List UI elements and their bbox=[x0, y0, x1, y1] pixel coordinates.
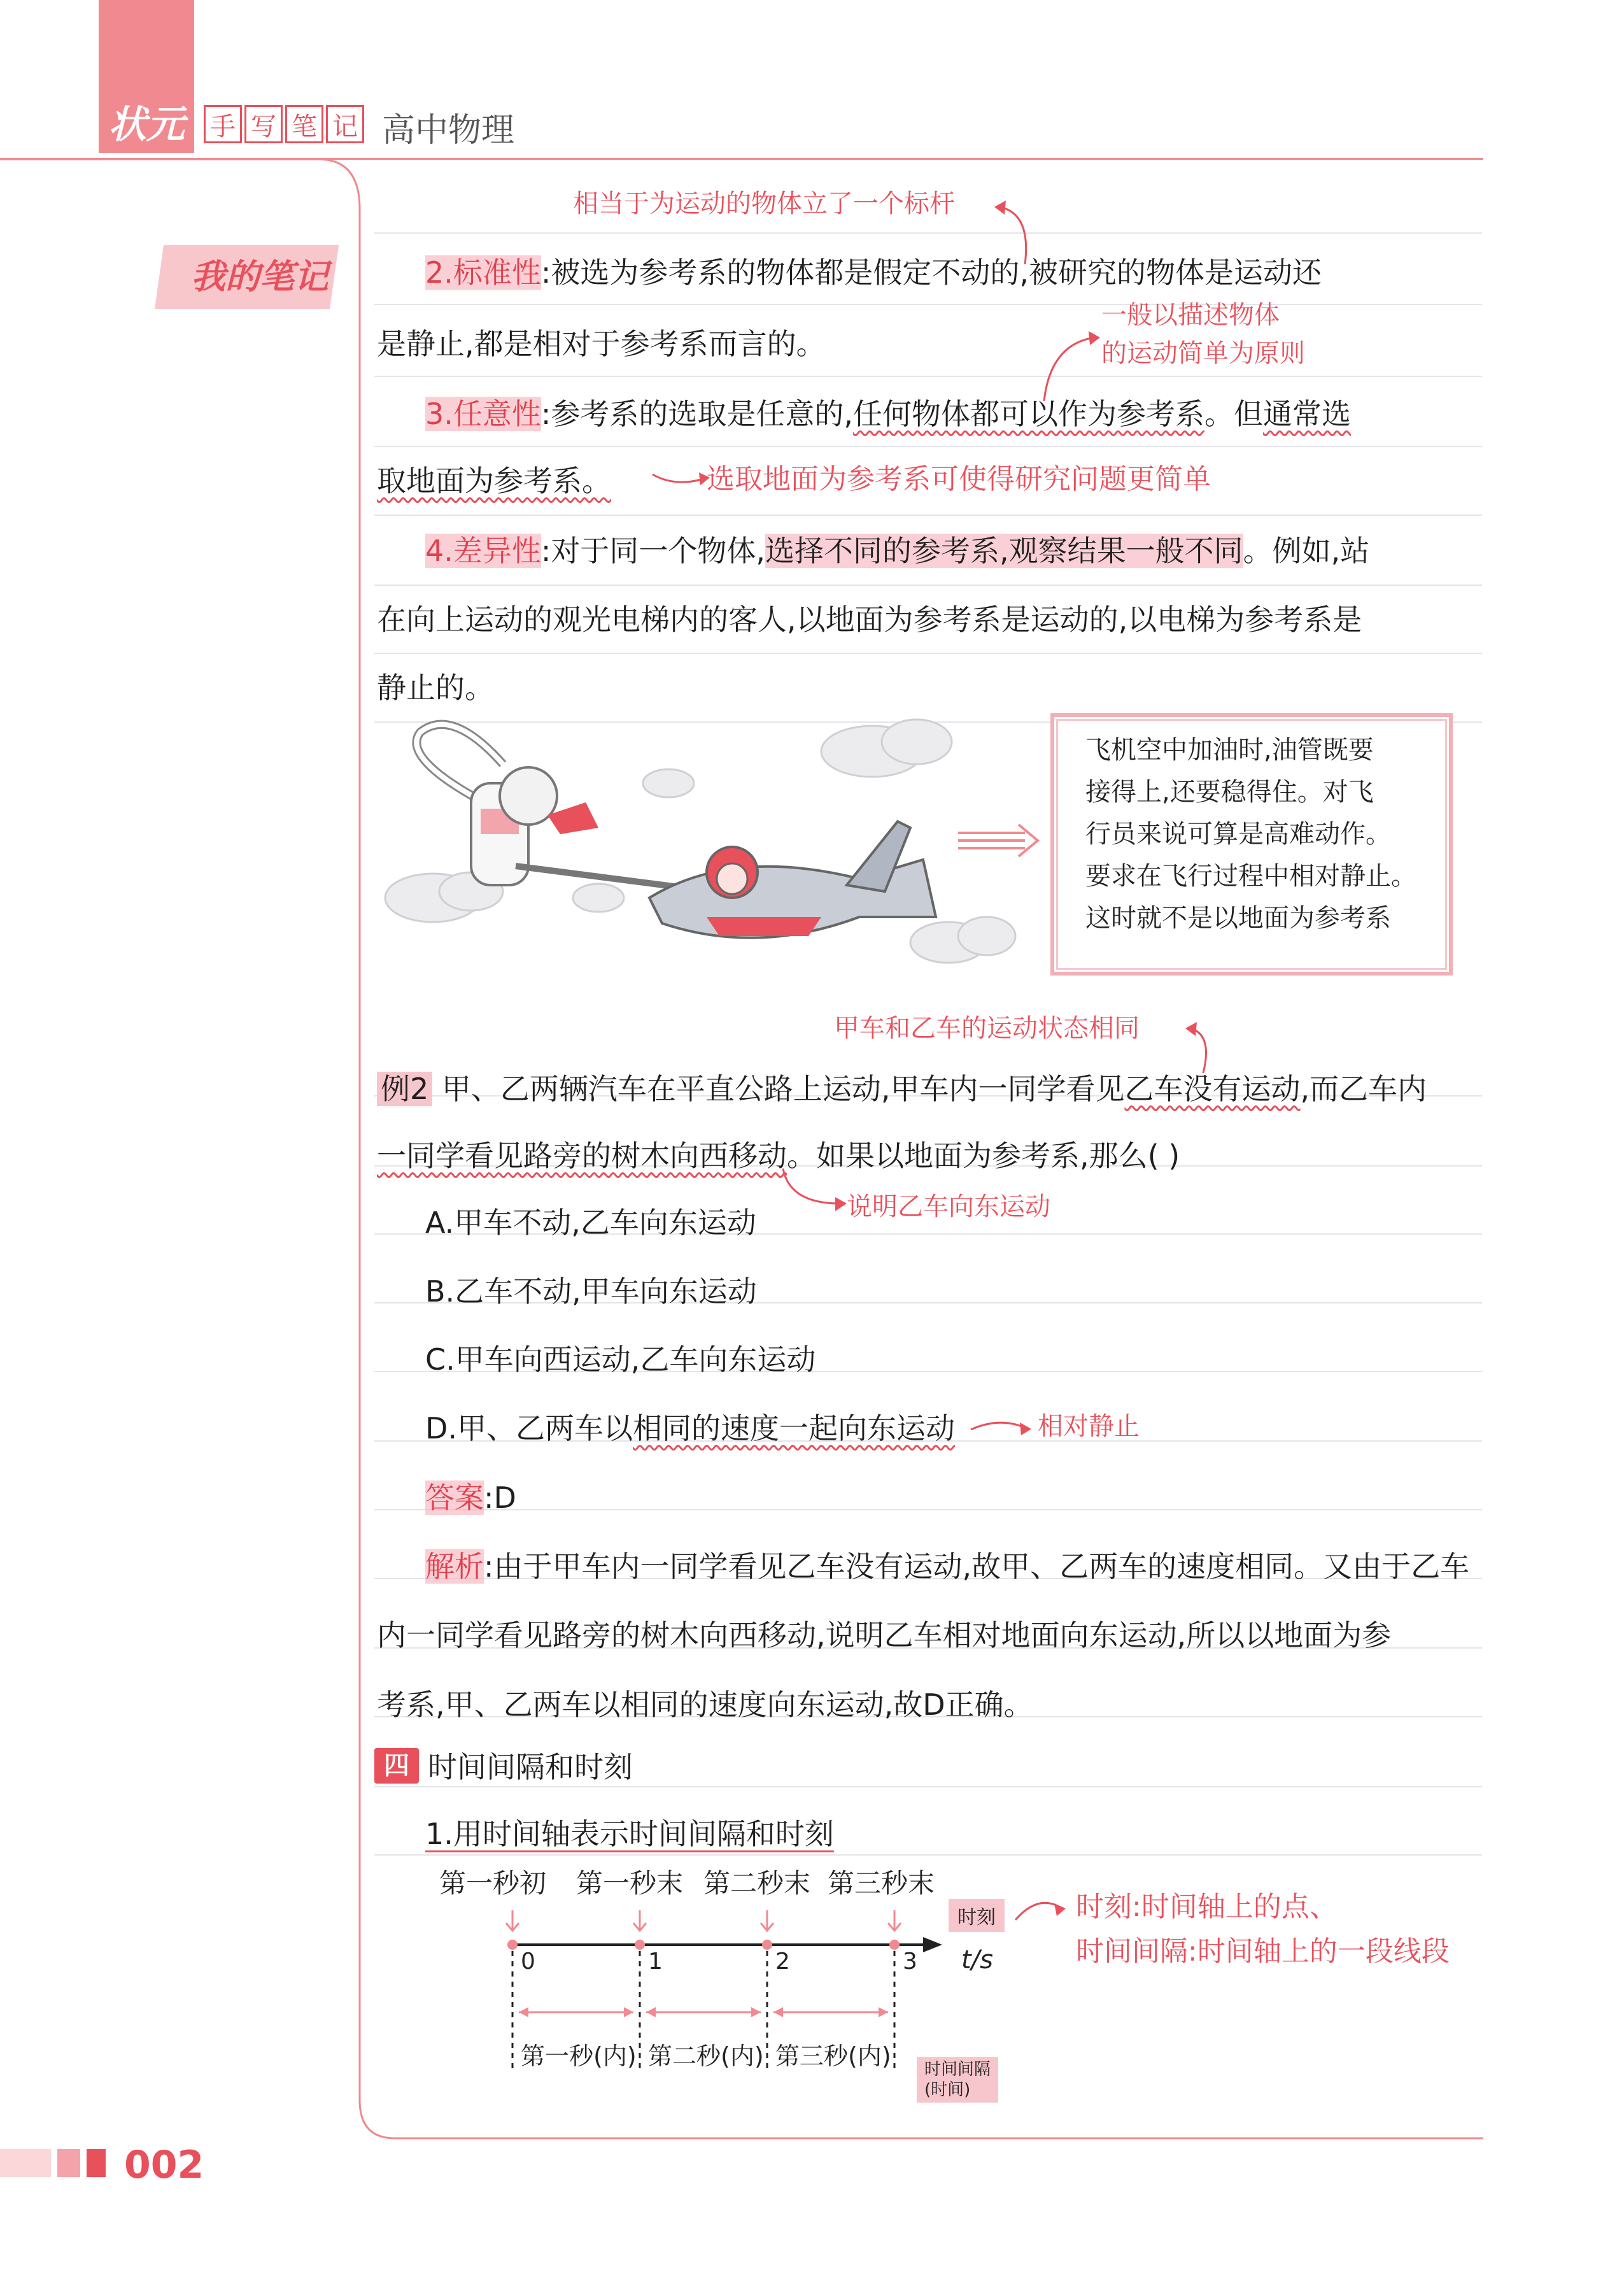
interval-tag bbox=[917, 2057, 998, 2103]
item3-line2 bbox=[377, 462, 611, 500]
item3-text-c: 。但 bbox=[1204, 397, 1264, 431]
item2-label: 2.标准性 bbox=[425, 255, 541, 290]
section-title: 时间间隔和时刻 bbox=[428, 1750, 633, 1784]
header-series-boxes bbox=[204, 105, 364, 143]
section-subtitle bbox=[425, 1815, 834, 1853]
item3-text-e: 取地面为参考系。 bbox=[377, 464, 611, 498]
callout-line: 行员来说可算是高难动作。 bbox=[1085, 820, 1391, 849]
callout-line: 这时就不是以地面为参考系 bbox=[1085, 904, 1391, 933]
rule-line bbox=[374, 376, 1482, 377]
series-char-box: 手 bbox=[204, 105, 242, 143]
note-simple-1: 一般以描述物体 bbox=[1101, 301, 1280, 330]
interval-tag-line2: (时间) bbox=[924, 2080, 971, 2099]
arrow-relative-rest bbox=[968, 1414, 1038, 1439]
rule-line bbox=[374, 1786, 1482, 1787]
series-char-box: 写 bbox=[244, 105, 283, 143]
interval-label: 第一秒(内) bbox=[521, 2042, 637, 2070]
footer-bar bbox=[87, 2149, 106, 2177]
callout-line: 接得上,还要稳得住。对飞 bbox=[1085, 777, 1374, 807]
callout-line: 飞机空中加油时,油管既要 bbox=[1085, 735, 1374, 765]
item3-text-d: 通常选 bbox=[1263, 397, 1352, 431]
analysis-label: 解析 bbox=[425, 1549, 484, 1584]
arrow-moment-def bbox=[1012, 1894, 1070, 1933]
item4-label: 4.差异性 bbox=[425, 534, 541, 568]
example-label: 例2 bbox=[377, 1072, 432, 1106]
note-simple-2: 的运动简单为原则 bbox=[1101, 339, 1305, 368]
option-c: C.甲车向西运动,乙车向东运动 bbox=[425, 1342, 816, 1377]
rule-line bbox=[374, 1509, 1482, 1510]
item2-text: :被选为参考系的物体都是假定不动的,被研究的物体是运动还 bbox=[540, 255, 1322, 290]
item3-text-b: 任何物体都可以作为参考系 bbox=[853, 397, 1205, 431]
option-d bbox=[425, 1409, 955, 1447]
item4-line2: 在向上运动的观光电梯内的客人,以地面为参考系是运动的,以电梯为参考系是 bbox=[377, 602, 1362, 637]
interval-label: 第三秒(内) bbox=[775, 2042, 891, 2070]
moment-label: 第三秒末 bbox=[828, 1868, 935, 1899]
note-benchmark: 相当于为运动的物体立了一个标杆 bbox=[573, 189, 955, 218]
note-same-state: 甲车和乙车的运动状态相同 bbox=[834, 1014, 1140, 1043]
header-brand-logo: 状元 bbox=[108, 103, 185, 147]
note-ground: 选取地面为参考系可使得研究问题更简单 bbox=[707, 463, 1211, 495]
item4-line1 bbox=[425, 532, 1369, 570]
rule-line bbox=[374, 585, 1482, 586]
footer-bars bbox=[0, 2149, 106, 2177]
interval-label: 第二秒(内) bbox=[648, 2042, 764, 2070]
axis-tick-label: 3 bbox=[903, 1949, 917, 1975]
answer-value: :D bbox=[484, 1480, 516, 1515]
item2-line1 bbox=[425, 253, 1322, 292]
example-stem-a: 甲、乙两辆汽车在平直公路上运动,甲车内一同学看见 bbox=[441, 1072, 1125, 1106]
footer-bar bbox=[57, 2149, 80, 2177]
item4-text-c: 。例如,站 bbox=[1243, 534, 1370, 568]
option-b: B.乙车不动,甲车向东运动 bbox=[425, 1274, 757, 1309]
section-badge: 四 bbox=[374, 1748, 419, 1784]
analysis-text-1: :由于甲车内一同学看见乙车没有运动,故甲、乙两车的速度相同。又由于乙车 bbox=[484, 1549, 1470, 1584]
item3-line1 bbox=[425, 395, 1351, 433]
moment-tag: 时刻 bbox=[949, 1899, 1005, 1932]
rule-line bbox=[374, 446, 1482, 447]
arrow-note-east bbox=[777, 1165, 853, 1223]
rule-line bbox=[374, 232, 1482, 234]
axis-tick-label: 2 bbox=[775, 1949, 790, 1975]
rule-line bbox=[374, 1854, 1482, 1856]
answer-line bbox=[425, 1479, 516, 1517]
item3-label: 3.任意性 bbox=[425, 397, 541, 431]
callout-line: 要求在飞行过程中相对静止。 bbox=[1085, 862, 1416, 891]
example-stem-c: ,而乙车内 bbox=[1300, 1072, 1427, 1106]
item4-text-b: 选择不同的参考系,观察结果一般不同 bbox=[765, 534, 1243, 568]
section-subtitle-text: 1.用时间轴表示时间间隔和时刻 bbox=[425, 1817, 834, 1851]
option-d-a: D.甲、乙两车以 bbox=[425, 1411, 633, 1445]
axis-tick-label: 1 bbox=[648, 1949, 663, 1975]
moment-label: 第一秒初 bbox=[439, 1868, 547, 1899]
analysis-line3: 考系,甲、乙两车以相同的速度向东运动,故D正确。 bbox=[377, 1687, 1033, 1722]
analysis-line1 bbox=[425, 1547, 1469, 1586]
arrow-to-callout bbox=[955, 821, 1044, 860]
rule-line bbox=[374, 515, 1482, 516]
note-east: 说明乙车向东运动 bbox=[847, 1192, 1050, 1221]
example-stem-line1 bbox=[377, 1070, 1427, 1108]
my-notes-label: 我的笔记 bbox=[191, 257, 328, 297]
header-subject: 高中物理 bbox=[382, 111, 515, 150]
arrow-note-ground bbox=[649, 465, 713, 490]
answer-label: 答案 bbox=[425, 1480, 484, 1515]
def-moment: 时刻:时间轴上的点、 bbox=[1076, 1891, 1338, 1923]
page-number: 002 bbox=[124, 2143, 204, 2187]
option-a: A.甲车不动,乙车向东运动 bbox=[425, 1205, 756, 1240]
item2-line2: 是静止,都是相对于参考系而言的。 bbox=[377, 327, 826, 361]
axis-unit: t/s bbox=[961, 1945, 993, 1975]
series-char-box: 记 bbox=[326, 105, 364, 143]
moment-label: 第二秒末 bbox=[703, 1868, 811, 1899]
example-stem-e: 。如果以地面为参考系,那么( ) bbox=[787, 1139, 1180, 1173]
def-interval: 时间间隔:时间轴上的一段线段 bbox=[1076, 1935, 1450, 1968]
refuel-illustration bbox=[376, 707, 1050, 993]
item3-text-a: :参考系的选取是任意的, bbox=[540, 397, 854, 431]
example-stem-d: 一同学看见路旁的树木向西移动 bbox=[377, 1139, 787, 1173]
analysis-line2: 内一同学看见路旁的树木向西移动,说明乙车相对地面向东运动,所以以地面为参 bbox=[377, 1618, 1392, 1652]
item4-text-a: :对于同一个物体, bbox=[540, 534, 766, 568]
item4-line3: 静止的。 bbox=[377, 671, 494, 705]
moment-label: 第一秒末 bbox=[576, 1868, 684, 1899]
series-char-box: 笔 bbox=[285, 105, 323, 143]
option-d-b: 相同的速度一起向东运动 bbox=[633, 1411, 956, 1445]
note-relative-rest: 相对静止 bbox=[1038, 1412, 1140, 1441]
axis-tick-label: 0 bbox=[521, 1949, 535, 1975]
example-stem-b: 乙车没有运动 bbox=[1124, 1072, 1301, 1106]
interval-tag-line1: 时间间隔 bbox=[924, 2060, 991, 2079]
rule-line bbox=[374, 304, 1482, 305]
rule-line bbox=[374, 653, 1482, 654]
footer-bar bbox=[0, 2149, 51, 2177]
